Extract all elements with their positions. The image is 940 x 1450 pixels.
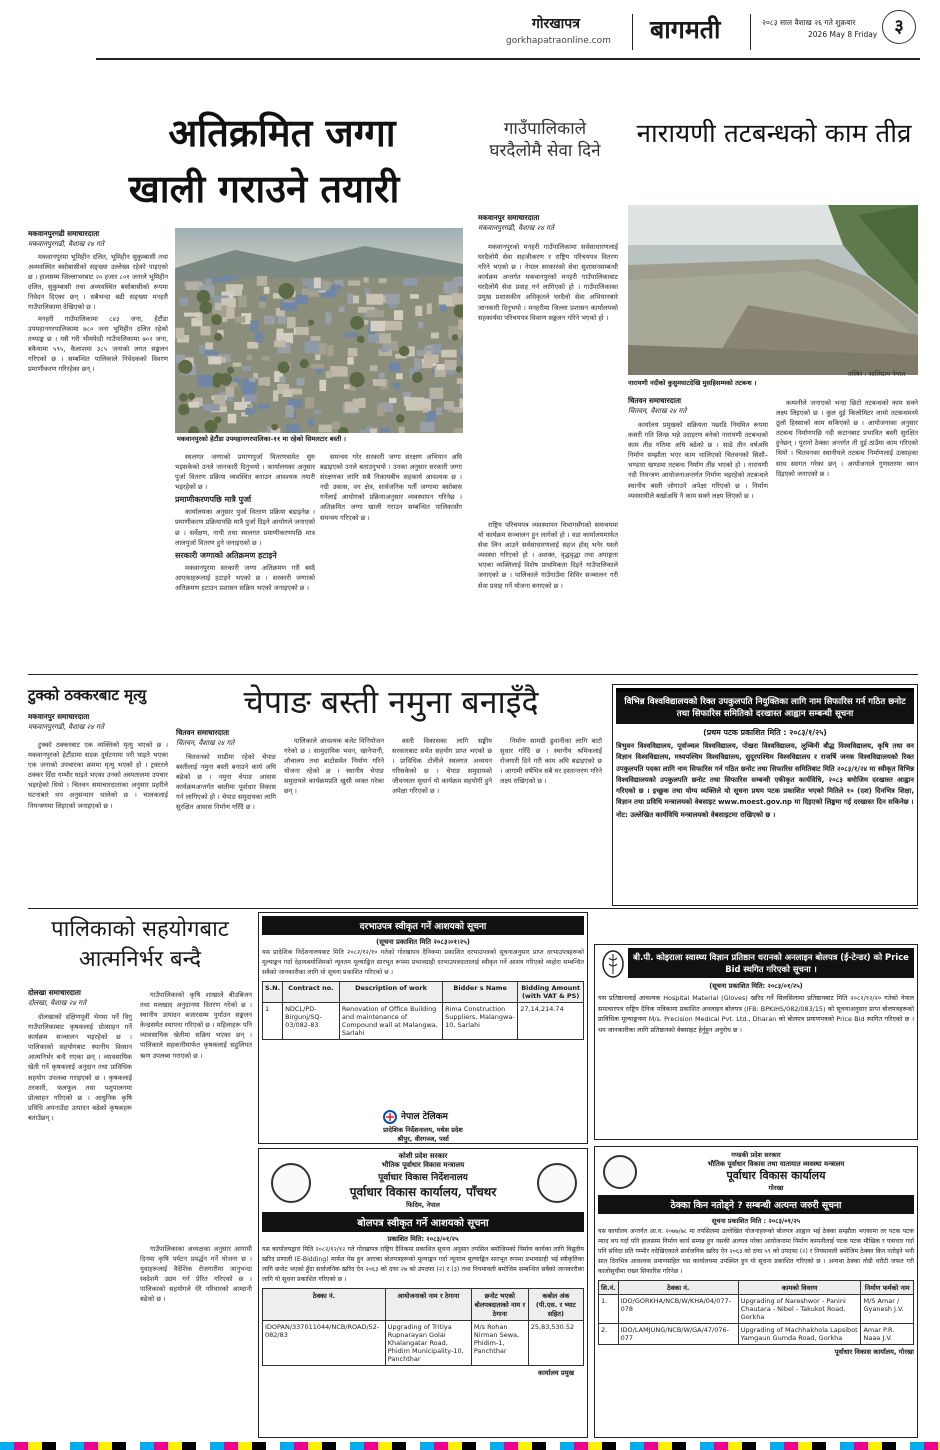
notice-footer: पूर्वाधार विकास कार्यालय, गोरखा — [834, 1348, 914, 1356]
notice-body: यस कार्यालय अन्तर्गत आ.व. २०७७/७८ मा तपसिलमा उल्लेखित योजनाहरूको बोलपत्र आह्वान भई ठेक्का सम्झौता भएकामा तर पटक पटक म्याद थप गर्दा पनि हालसम्म निर्माण कार्य सम्पन्न हुन नसकी अलपत्र परेका आयोजनामा निर्माण कम्पनीलाई पटक पटक मौखिक र पत्राचार गर्दा पनि संविदा प्रति गम्भीर नदेखिएकाले सार्वजनिक खरिद ऐन २०६३ को दफा ५९ को उपदफा (२) र नियमावली बमोजिम ठेक्का किन नतोड्ने भनी सात दिनभित्र आवश्यक प्रमाणसहित यस कार्यालयमा उपस्थित हुन यो सूचना प्रकाशित गरिएको छ । अन्यथा ठेक्का तोडी धरौटी जफत गरी कालोसूचीमा राख्न सिफारिस गरिनेछ । — [598, 1228, 914, 1275]
table-cell: 1. — [599, 1295, 619, 1324]
section-name: बागमती — [650, 15, 721, 44]
story-column-3: बस्ती विकासका लागि सङ्घीय सरकारबाट समेत सहयोग प्राप्त भएको छ । प्राविधिक टोलीले स्थलगत अध्ययन गरिसकेको छ । चेपाङ समुदायको जीवनस्तर सुधार्न यो कार्यक्रम सहयोगी हुने अपेक्षा गरिएको छ । — [392, 737, 492, 796]
footer-address: श्रीपुर, वीरगञ्ज, पर्सा — [397, 1135, 449, 1143]
table-cell: Upgrading of Nareshwor - Panini Chautara - Nibel - Takukot Road, Gorkha — [738, 1295, 861, 1324]
notice-body: यस प्रादेशिक निर्देशनालयबाट मिति २०८२/१२/१० गतेको गोरखापत्र दैनिकमा प्रकाशित दरभाउपत्रको सूचनाअनुसार प्राप्त दरभाउपत्रहरूको मूल्याङ्कन गर्दा देहायबमोजिमको न्यूनतम मूल्याङ्कित सारभूत रूपमा प्रभावग्राही दरभाउपत्रदातालाई स्वीकृत गर्ने आशय गरिएको व्यहोरा सम्बन्धित सबैको जानकारीका लागि यो सूचना प्रकाशित गरिएको छ । — [262, 949, 584, 976]
bpkihs-logo — [601, 949, 625, 979]
table-cell: Rima Construction Suppliers, Malangwa-10, Sarlahi — [443, 1003, 518, 1040]
table-cell: Upgrading of Tritiya Rupnarayan Golai Khalangatar Road, Phidim Municipality-10, Panchthar — [385, 1321, 471, 1366]
table-cell: छनोट भएको बोलपत्रदाताको नाम र ठेगाना — [471, 1289, 528, 1321]
notice-note: नोट: उल्लेखित कार्यविधि मन्त्रालयको वेबसाइटमा राखिएको छ । — [616, 810, 776, 819]
story-column-2: पालिकाले आवश्यक बजेट विनियोजन गरेको छ । सामुदायिक भवन, खानेपानी, शौचालय तथा बाटोसमेत निर्माण गरिने योजना रहेको छ । स्थानीय चेपाङ समुदायले कार्यक्रमप्रति खुसी व्यक्त गरेका छन् । — [284, 737, 384, 796]
notice-footer: कार्यालय प्रमुख — [538, 1369, 574, 1377]
story-column-1: मकवानपुरको मनहरी गाउँपालिकामा सर्वसाधारणलाई घरदैलोमै सेवा सहजीकरण र राष्ट्रिय परिचयपत्र वितरण गरिने भएको छ । नेपाल सरकारको सेवा सुशासनसम्बन्धी कार्यक्रम अन्तर्गत मकवानपुरको मनहरी गाउँपालिकाबाट घरदैलोमै सेवा प्रवाह गर्न लागिएको हो । गाउँपालिकाका प्रमुख प्रशासकीय अधिकृतले घरदैलो सेवा अभियानबारे जानकारी दिनुभयो । मनहरीमा जिल्ला प्रशासन कार्यालयको सहकार्यमा परिचयपत्र विवरण सङ्कलन गरिने भएको हो । — [478, 243, 618, 322]
byline — [28, 988, 132, 1008]
koshi-logo-icon — [537, 1163, 577, 1203]
riverbank-photo — [628, 205, 918, 375]
ministry-name: भौतिक पूर्वाधार विकास तथा यातायात व्यवस्था मन्त्रालय — [707, 1160, 845, 1168]
print-color-bar — [0, 1442, 940, 1450]
table-cell: NDCL/PD-Birgunj/SQ-03/082-83 — [283, 1003, 340, 1040]
byline — [28, 712, 168, 732]
table-cell: निर्माण फर्मको नाम — [861, 1281, 914, 1295]
site-url[interactable]: gorkhapatraonline.com — [506, 36, 611, 46]
headline: टुक्को ठक्करबाट मृत्यु — [28, 686, 147, 704]
contract-table — [598, 1280, 914, 1345]
ministry-name: भौतिक पूर्वाधार विकास मन्त्रालय — [381, 1161, 465, 1169]
office-name: पूर्वाधार विकास कार्यालय — [726, 1169, 826, 1182]
notice-body: यस कार्यालयद्वारा मिति २०८२/१२/१२ गते गोरखापत्र राष्ट्रिय दैनिकमा प्रकाशित सूचना अनुसार तपसिल बमोजिमको निर्माण कार्यका लागि विद्युतीय खरिद प्रणाली (E-Bidding) मार्फत पेस हुन आएका बोलपत्रहरूको मूल्याङ्कन गर्दा न्यूनतम मूल्याङ्कित सारभूत रूपमा प्रभावग्राही भई स्वीकृतिका लागि छनोट भएको हुँदा सार्वजनिक खरिद ऐन २०६३ को दफा २७ को उपदफा (२) र (३) तथा नियमावली बमोजिम सम्बन्धित सबैको जानकारीका लागि यो सूचना प्रकाशित गरिएको छ । — [262, 1246, 584, 1283]
date-nepali: २०८३ साल वैशाख २६ गते शुक्रबार — [762, 18, 856, 27]
headline: नारायणी तटबन्धको काम तीव्र — [636, 119, 912, 149]
table-cell: Contract no. — [283, 982, 340, 1003]
story-column: टुक्को ठक्करबाट एक व्यक्तिको मृत्यु भएको छ । मकवानपुरको हेटौंडामा सडक दुर्घटनामा परी घाइते भएका एक जनाको उपचारका क्रममा मृत्यु भएको हो । ट्रक्टरले ठक्कर दिँदा गम्भीर घाइते भएका उनको अस्पतालमा उपचार भइरहेको थियो । चितवन समाचारदाताका अनुसार प्रहरीले घटनाबारे थप अनुसन्धान थालेको छ । चालकलाई नियन्त्रणमा लिइएको जनाइएको छ । — [28, 741, 168, 810]
byline — [628, 396, 768, 416]
table-cell: 25,83,530.52 — [528, 1321, 583, 1366]
table-cell: 27,14,214.74 — [518, 1003, 584, 1040]
university-vc-notice — [612, 684, 918, 906]
story-column-2: कम्पनीले जनाएको भन्दा छिटो तटबन्धको काम सक्ने लक्ष्य लिइएको छ । कुल दुई किलोमिटर लामो तटबन्धमध्ये ठूलो हिस्साको काम सकिएको छ । आयोजनाका अनुसार तटबन्ध निर्माणपछि नदी कटानबाट प्रभावित बस्ती सुरक्षित हुनेछन् । पुरानो ठेक्का अन्तर्गत ती दुई ठाउँमा काम गरिएको थियो । चितवनका स्थानीयले तटबन्ध निर्माणलाई उत्साहका साथ स्वागत गरेका छन् । आयोजनाले गुणस्तरमा ध्यान दिइएको जनाएको छ । — [776, 399, 918, 478]
table-cell: M/s Rohan Nirman Sewa, Phidim-1, Panchthar — [471, 1321, 528, 1366]
table-cell: आयोजनाको नाम र ठेगाना — [385, 1289, 471, 1321]
byline-place: दोलखा, वैशाख २४ गते — [28, 999, 87, 1007]
notice-body: यस प्रतिष्ठानलाई आवश्यक Hospital Material (Gloves) खरिद गर्ने सिलसिलामा प्रतिष्ठानबाट मिति २०८२/१२/२० गतेको नेपाल समाचारपत्र राष्ट्रिय दैनिक पत्रिकामा प्रकाशित अनलाइन बोलपत्र (IFB: BPKIHS/082/083/15) को सूचनाअनुसार प्राप्त बोलपत्रहरूको प्राविधिक मूल्याङ्कनमा M/s. Precision Medical Pvt. Ltd., Dharan को बोलपत्र प्रमाणपत्रको Price Bid स्थगित गरिएको छ । थप जानकारीका लागि प्रतिष्ठानको वेबसाइट हेर्नुहुन अनुरोध छ । — [598, 994, 914, 1034]
table-cell: IDOPAN/337011044/NCB/ROAD/52-082/83 — [263, 1321, 386, 1366]
byline-name: मकवानपुर समाचारदाता — [478, 213, 540, 222]
table-cell: Bidding Amount (with VAT & PS) — [518, 982, 584, 1003]
table-cell: S.N. — [263, 982, 283, 1003]
story-column-1: चितवनको माडीमा रहेको चेपाङ बस्तीलाई नमुना बस्ती बनाउने कार्य अघि बढेको छ । नमुना चेपाङ आवास कार्यक्रमअन्तर्गत बस्तीमा पूर्वाधार विकास गर्न लागिएको हो । चेपाङ समुदायका लागि सुरक्षित आवास निर्माण गरिँदै छ । — [176, 753, 276, 812]
byline-name: चितवन समाचारदाता — [628, 396, 682, 405]
subhead: प्रमाणीकरणपछि मात्रै पुर्जा — [175, 495, 252, 505]
table-cell: IDO/GORKHA/NCB/W/KHA/04/077-078 — [618, 1295, 738, 1324]
province-name: कोशी प्रदेश सरकार — [398, 1152, 448, 1160]
footer-org: नेपाल टेलिकम — [401, 1112, 448, 1122]
table-cell: Description of work — [339, 982, 442, 1003]
story-column-1: दोलखाको दक्षिणपूर्वी भेगमा पर्ने विगु गाउँपालिकाबाट कृषकलाई प्रोत्साहन गर्ने कार्यक्रम सञ्चालन भइरहेको छ । पालिकाको सहयोगबाट स्थानीय किसान आत्मनिर्भर बन्दै गएका छन् । व्यावसायिक खेती गर्ने कृषकलाई अनुदान तथा प्राविधिक सहयोग उपलब्ध गराइएको छ । कृषकलाई तरकारी, फलफूल तथा पशुपालनमा प्रोत्साहन गरिएको छ । आधुनिक कृषि प्रविधि अपनाउँदा उत्पादन बढेको कृषकहरू बताउँछन् । — [28, 1013, 132, 1122]
photo-caption: नारायणी नदीको कुसुमघाटदेखि मुसहिसम्मको तटबन्ध । — [628, 378, 828, 387]
story-column-1: मकवानपुरमा भूमिहीन दलित, भूमिहीन सुकुम्बासी तथा अव्यवस्थित बसोबासीको सङ्ख्या उल्लेख्य रहेको पाइएको छ । हालसम्म जिल्लाभरबाट २० हजार ८०१ जनाले भूमिहीन दलित, सुकुम्बासी तथा अव्यवस्थित बसोबासीको रूपमा निवेदन दिएका छन् । सबैभन्दा बढी सङ्ख्या मनहरी गाउँपालिकामा देखिएको छ । मनहरी गाउँपालिकामा ८४३ जना, हेटौंडा उपमहानगरपालिकामा ७८० जना भूमिहीन दलित रहेको तथ्याङ्क छ । यसै गरी भीमफेदी गाउँपालिकामा ७०२ जना, बकैयामा ५९५, कैलाशमा ३८५ जनाको लगत सङ्कलन गरिएको छ । सम्बन्धित पालिकाले निवेदकको विवरण प्रमाणीकरण गरिरहेका छन् । — [28, 253, 168, 374]
story-column-2: राष्ट्रिय परिचयपत्र व्यवस्थापन विभागसँगको समन्वयमा यो कार्यक्रम सञ्चालन हुन लागेको हो । वडा कार्यालयमार्फत सेवा लिन आउने सर्वसाधारणलाई सहज होस् भनेर यस्तो व्यवस्था गरिएको हो । अशक्त, वृद्धवृद्धा तथा अपाङ्गता भएका व्यक्तिलाई विशेष प्राथमिकता दिइने गाउँपालिकाले जनाएको छ । पालिकाले गाउँगाउँमा शिविर सञ्चालन गरी सेवा प्रवाह गर्ने योजना बनाएको छ । — [478, 520, 618, 666]
byline-name: मकवानपुरगढी समाचारदाता — [28, 229, 100, 238]
byline-place: मकवानपुरगढी, वैशाख २४ गते — [478, 224, 554, 232]
notice-subtitle: (सूचना प्रकाशित मिति २०८३।०१।२५) — [376, 938, 470, 946]
table-cell: ठेक्का नं. — [263, 1289, 386, 1321]
byline-name: दोलखा समाचारदाता — [28, 988, 81, 997]
table-cell: 1 — [263, 1003, 283, 1040]
bid-table — [262, 981, 584, 1040]
table-cell: ठेक्का नं. — [618, 1281, 738, 1295]
byline — [28, 229, 168, 249]
table-cell: सि.नं. — [599, 1281, 619, 1295]
masthead — [0, 0, 940, 66]
notice-title: ठेक्का किन नतोड्ने ? सम्बन्धी अत्यन्त जरुरी सूचना — [598, 1195, 914, 1214]
headline: अतिक्रमित जग्गा — [168, 110, 396, 155]
story-column-3: समन्वय गरेर सरकारी जग्गा संरक्षण अभियान अघि बढाइएको उनले बताउनुभयो । उनका अनुसार सरकारी जग्गा संरक्षणका लागि सबै निकायबीच सहकार्य आवश्यक छ । नदी उकास, वन क्षेत्र, सार्वजनिक पर्ती जग्गामा बसोबास गर्नेलाई आयोगको प्रक्रियाअनुसार व्यवस्थापन गरिनेछ । अतिक्रमित जग्गा खाली गराउन सम्बन्धित पालिकासँग समन्वय गरिएको छ । — [320, 453, 462, 522]
headline-line2: आत्मनिर्भर बन्दै — [78, 947, 202, 972]
table-cell: Amar P.R. Naaa J.V. — [861, 1324, 914, 1345]
date-english: 2026 May 8 Friday — [808, 30, 878, 39]
office-place: फिदिम, नेपाल — [406, 1201, 440, 1209]
table-row — [599, 1324, 914, 1345]
subhead: सरकारी जग्गाको अतिक्रमण हटाइने — [175, 550, 277, 560]
notice-subtitle: (प्रथम पटक प्रकाशित मिति : २०८३/१/२५) — [703, 728, 827, 737]
byline-place: चितवन, वैशाख २४ गते — [628, 407, 687, 415]
nepal-emblem-icon — [271, 1163, 311, 1203]
notice-date: सूचना प्रकाशित मिति : २०८३/०१/२५ — [711, 1217, 801, 1225]
notice-date: प्रकाशित मिति: २०८३/०१/२५ — [387, 1235, 459, 1243]
table-cell: IDO/LAMJUNG/NCB/W/GA/47/076-077 — [618, 1324, 738, 1345]
gorkha-contract-notice — [594, 1146, 918, 1438]
nepal-emblem-icon — [603, 1155, 637, 1189]
byline — [478, 213, 618, 233]
nepal-telecom-logo — [383, 1109, 397, 1123]
office-name: पूर्वाधार विकास कार्यालय, पाँचथर — [349, 1185, 497, 1199]
byline-place: मकवानपुरगढी, वैशाख २४ गते — [28, 723, 104, 731]
page-number: ३ — [882, 10, 916, 44]
notice-title: विभिन्न विश्वविद्यालयको रिक्त उपकुलपति नियुक्तिका लागि नाम सिफारिस गर्न गठित छनोट तथा सिफारिस समितिको दरखास्त आह्वान सम्बन्धी सूचना — [616, 688, 914, 724]
byline — [176, 728, 276, 748]
headline-line2: खाली गराउने तयारी — [128, 166, 400, 211]
headline: पालिकाको सहयोगबाट — [51, 917, 229, 942]
aerial-city-photo — [175, 228, 463, 440]
photo-caption: मकवानपुरको हेटौंडा उपमहानगरपालिका–११ मा रहेको सिमलटार बस्ती । — [175, 433, 463, 444]
notice-title: बी.पी. कोइराला स्वास्थ्य विज्ञान प्रतिष्ठान धरानको अनलाइन बोलपत्र (ई-टेन्डर) को Price Bid स्थगित गरिएको सूचना । — [628, 948, 914, 978]
table-cell: M/S Amar / Gyanesh J.V. — [861, 1295, 914, 1324]
table-cell: कामको विवरण — [738, 1281, 861, 1295]
table-cell: Bidder s Name — [443, 982, 518, 1003]
byline-name: चितवन समाचारदाता — [176, 728, 230, 737]
notice-title: दरभाउपत्र स्वीकृत गर्ने आशयको सूचना — [262, 916, 584, 935]
panchthar-tender-notice — [258, 1148, 588, 1438]
story-column-2: स्थलगत जग्गाको प्रमाणपुर्जा वितरणसमेत सुरु भइसकेको उनले जानकारी दिनुभयो । कार्यालयका अनुसार पुर्जा वितरण प्रक्रिया व्यवस्थित बनाउन आवश्यक तयारी भइरहेको छ । प्रमाणीकरणपछि मात्रै पुर्जा कार्यालयका अनुसार पुर्जा वितरण प्रक्रिया बढाइनेछ । प्रमाणीकरण प्रक्रियापछि मात्रै पुर्जा दिइने आयोगले जनाएको छ । सर्वेक्षण, नापी तथा स्थलगत प्रमाणीकरणपछि मात्र लालपुर्जा वितरण हुने जनाइएको छ । सरकारी जग्गाको अतिक्रमण हटाइने मकवानपुरमा सरकारी जग्गा अतिक्रमण गरी बस्दै आएकाहरूलाई हटाइने भएको छ । सरकारी जग्गाको अतिक्रमण हटाउन प्रशासन सक्रिय भएको जनाइएको छ । — [175, 453, 315, 592]
notice-subtitle: (सूचना प्रकाशित मिति: २०८३/०१/२५) — [709, 982, 803, 990]
footer-directorate: प्रादेशिक निर्देशनालय, मधेस प्रदेश — [383, 1126, 463, 1134]
table-cell: Renovation of Office Building and maintenance of Compound wall at Malangwa, Sarlahi — [339, 1003, 442, 1040]
story-column-4: निर्माण सामग्री ढुवानीका लागि बाटो सुधार गरिँदै छ । स्थानीय श्रमिकलाई रोजगारी दिने गरी काम अघि बढाइएको छ । आगामी वर्षभित्र सबै घर हस्तान्तरण गरिने लक्ष्य राखिएको छ । — [500, 737, 602, 786]
headline: गाउँपालिकाले घरदैलोमै सेवा दिने — [489, 119, 601, 161]
byline-place: चितवन, वैशाख २४ गते — [176, 739, 235, 747]
story-column-2: गाउँपालिकाको कृषि शाखाले बीउबिजन तथा मलखाद अनुदानमा वितरण गरेको छ । स्थानीय उत्पादन बजारसम्म पुर्याउन सङ्कलन केन्द्रसमेत स्थापना गरिएको छ । महिलाहरू पनि व्यावसायिक खेतीमा सक्रिय भएका छन् । पालिकाले सहकारीमार्फत कृषकलाई सहुलियत ऋण उपलब्ध गराएको छ । — [140, 991, 252, 1060]
byline-place: मकवानपुरगढी, वैशाख २४ गते — [28, 240, 104, 248]
story-column-1: कार्यालय प्रमुखको सक्रियता पछाडि नियमित रूपमा कसरी गति लिन्छ भन्ने उदाहरण बनेको नारायणी तटबन्धको काम तीव्र गतिमा अघि बढेको छ । साढे तीन वर्षअघि निर्माण सम्झौता भएर काम थालिएको चितवनको सिसौ–भण्डारा खण्डमा तटबन्ध निर्माण तीव्र भएको हो । नारायणी नदी नियन्त्रण आयोजनाअन्तर्गत निर्माण भइरहेको तटबन्धले स्थानीय बस्ती जोगाउने अपेक्षा गरिएको छ । निर्माण व्यवसायीले बर्खाअघि नै काम सक्ने लक्ष्य लिएको छ । — [628, 421, 768, 500]
notice-body: त्रिभुवन विश्वविद्यालय, पूर्वाञ्चल विश्वविद्यालय, पोखरा विश्वविद्यालय, लुम्बिनी बौद्ध विश्वविद्यालय, कृषि तथा वन विज्ञान विश्वविद्यालय, मध्यपश्चिम विश्वविद्यालय, सुदूरपश्चिम विश्वविद्यालय र राजर्षि जनक विश्वविद्यालयको रिक्त उपकुलपति पदका लागि नाम सिफारिस गर्न गठित छनोट तथा सिफारिस समितिबाट मिति २०८३/१/२४ मा स्वीकृत विभिन्न विश्वविद्यालयको उपकुलपति छनोट तथा सिफारिस सम्बन्धी एकीकृत कार्यविधि, २०८३ बमोजिम दरखास्त आह्वान गरिएको छ । इच्छुक तथा योग्य व्यक्तिले यो सूचना प्रथम पटक प्रकाशित भएको मितिले १० (दश) दिनभित्र शिक्षा, विज्ञान तथा प्रविधि मन्त्रालयको वेबसाइट www.moest.gov.np मा दिइएको लिङ्कमा गई दरखास्त दिन सकिनेछ । — [616, 742, 914, 807]
bpkihs-notice — [594, 944, 918, 1140]
table-cell: Upgrading of Machhakhola Lapsibot Yamgaun Gumda Road, Gorkha — [738, 1324, 861, 1345]
directorate-name: पूर्वाधार विकास निर्देशनालय — [378, 1173, 468, 1183]
table-row — [599, 1295, 914, 1324]
bid-table — [262, 1288, 584, 1366]
ntc-tender-notice — [258, 912, 588, 1144]
office-place: गोरखा — [768, 1184, 784, 1192]
table-cell: कबोल अंक (पी.एस. र भ्याट सहित) — [528, 1289, 583, 1321]
table-cell: 2. — [599, 1324, 619, 1345]
province-name: गण्डकी प्रदेश सरकार — [731, 1151, 781, 1159]
notice-title: बोलपत्र स्वीकृत गर्ने आशयको सूचना — [262, 1212, 584, 1232]
byline-name: मकवानपुर समाचारदाता — [28, 712, 90, 721]
photo-credit: तस्बिर : शालिग्राम नेपाल — [848, 370, 906, 378]
paper-name: गोरखापत्र — [532, 16, 580, 32]
headline: चेपाङ बस्ती नमुना बनाइँदै — [243, 683, 539, 721]
story-column-3: गाउँपालिकाका अध्यक्षका अनुसार आगामी दिनमा कृषि पर्यटन प्रवर्द्धन गर्ने योजना छ । युवाहरूलाई वैदेशिक रोजगारीमा जानुभन्दा स्वदेशमै उद्यम गर्न प्रेरित गरिएको छ । पालिकाको सहयोगले धेरै परिवारको आम्दानी बढेको छ । — [140, 1245, 252, 1304]
